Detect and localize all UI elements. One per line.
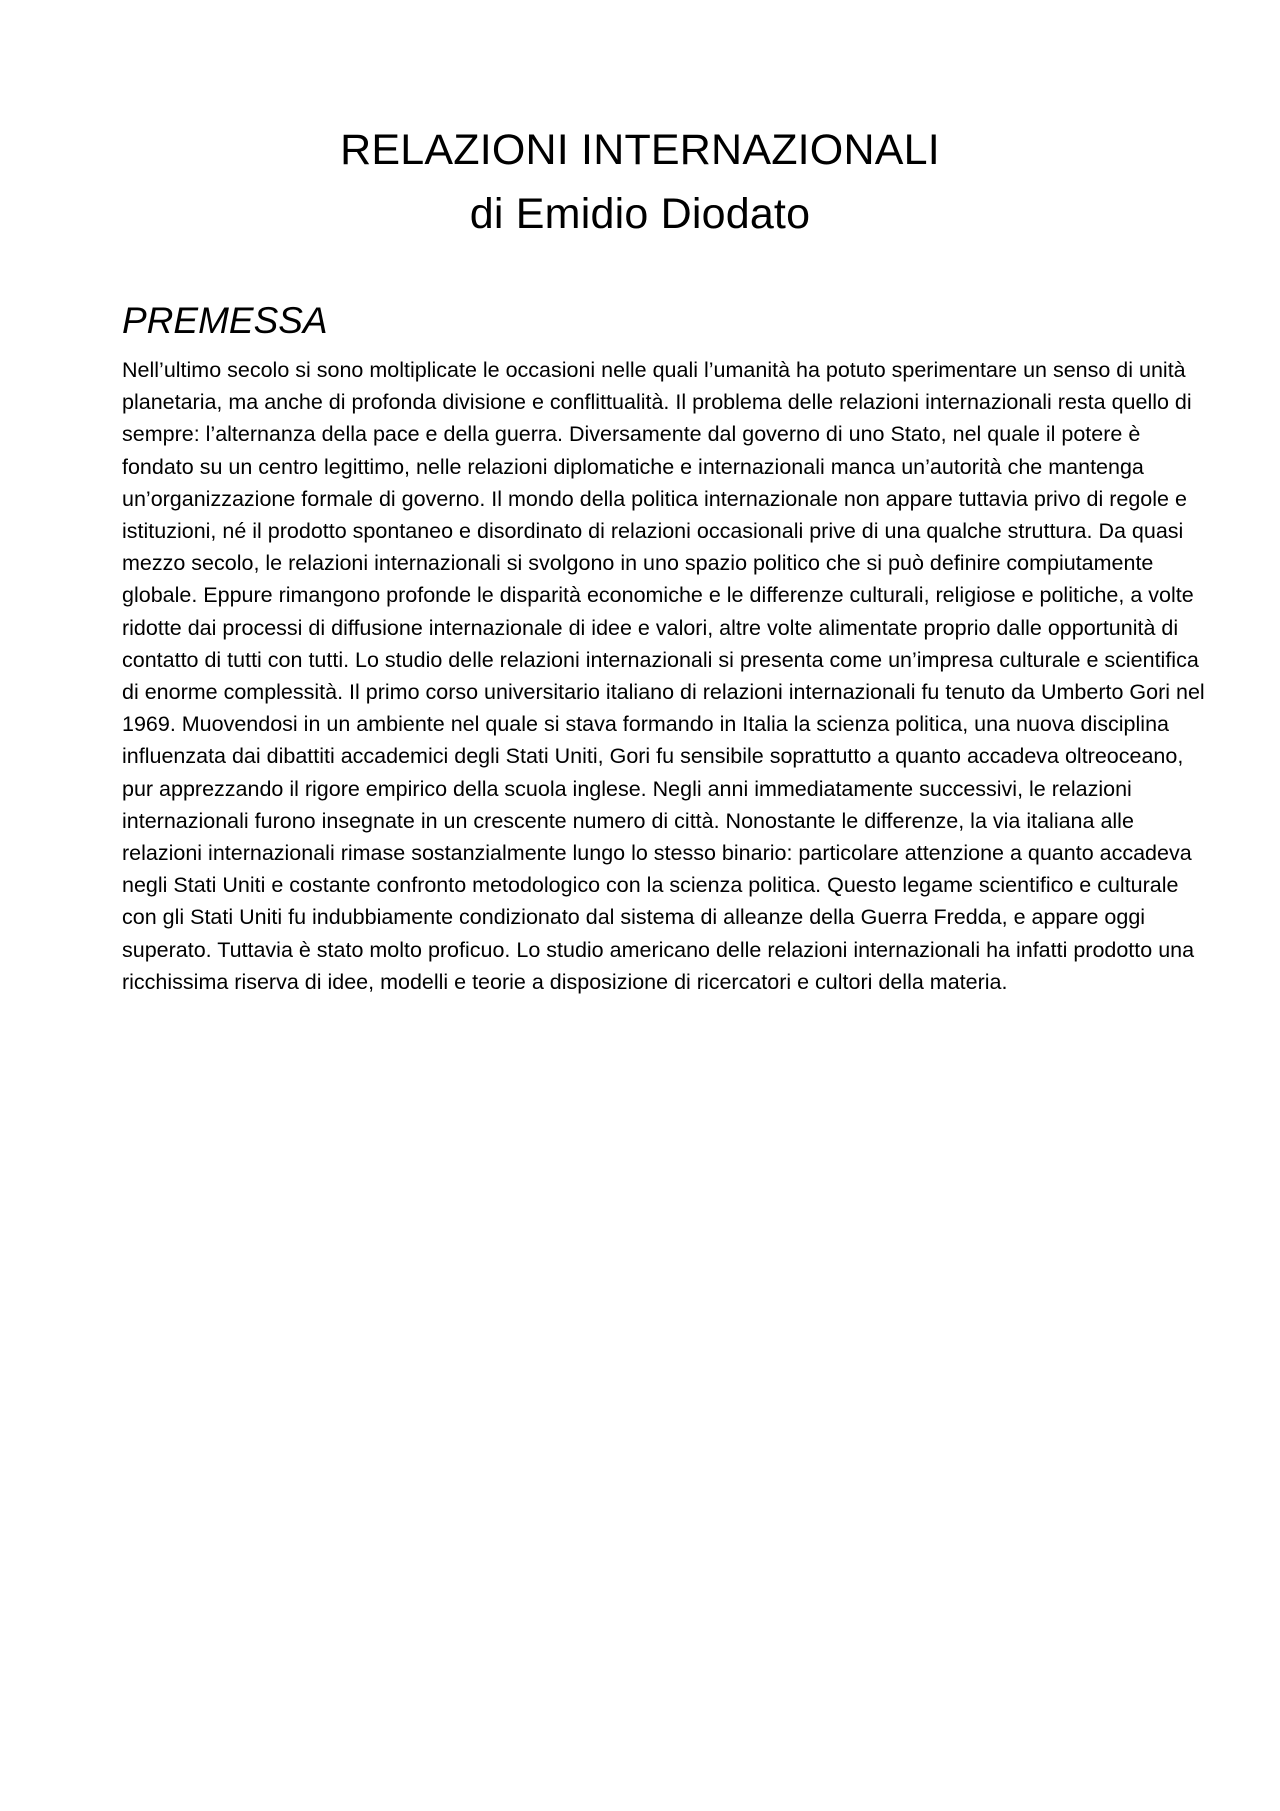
section-paragraph: Nell’ultimo secolo si sono moltiplicate le occasioni nelle quali l’umanità ha potuto sperimentare un senso di unità planetaria, ma anche di profonda divisione e conflittualità. Il problema delle relazioni internazionali resta quello di sempre: l’alternanza della pace e della guerra. Diversamente dal governo di uno Stato, nel quale il potere è fondato su un centro legittimo, nelle relazioni diplomatiche e internazionali manca un’autorità che mantenga un’organizzazione formale di governo. Il mondo della politica internazionale non appare tuttavia privo di regole e istituzioni, né il prodotto spontaneo e disordinato di relazioni occasionali prive di una qualche struttura. Da quasi mezzo secolo, le relazioni internazionali si svolgono in uno spazio politico che si può definire compiutamente globale. Eppure rimangono profonde le disparità economiche e le differenze culturali, religiose e politiche, a volte ridotte dai processi di diffusione internazionale di idee e valori, altre volte alimentate proprio dalle opportunità di contatto di tutti con tutti. Lo studio delle relazioni internazionali si presenta come un’impresa culturale e scientifica di enorme complessità. Il primo corso universitario italiano di relazioni internazionali fu tenuto da Umberto Gori nel 1969. Muovendosi in un ambiente nel quale si stava formando in Italia la scienza politica, una nuova disciplina influenzata dai dibattiti accademici degli Stati Uniti, Gori fu sensibile soprattutto a quanto accadeva oltreoceano, pur apprezzando il rigore empirico della scuola inglese. Negli anni immediatamente successivi, le relazioni internazionali furono insegnate in un crescente numero di città. Nonostante le differenze, la via italiana alle relazioni internazionali rimase sostanzialmente lungo lo stesso binario: particolare attenzione a quanto accadeva negli Stati Uniti e costante confronto metodologico con la scienza politica. Questo legame scientifico e culturale con gli Stati Uniti fu indubbiamente condizionato dal sistema di alleanze della Guerra Fredda, e appare oggi superato. Tuttavia è stato molto proficuo. Lo studio americano delle relazioni internazionali ha infatti prodotto una ricchissima riserva di idee, modelli e teorie a disposizione di ricercatori e cultori della materia. (122, 358, 1205, 994)
title-block (0, 118, 1280, 246)
document-title: RELAZIONI INTERNAZIONALI (340, 126, 940, 174)
section-heading: PREMESSA (122, 300, 328, 341)
document-author: di Emidio Diodato (469, 190, 811, 238)
